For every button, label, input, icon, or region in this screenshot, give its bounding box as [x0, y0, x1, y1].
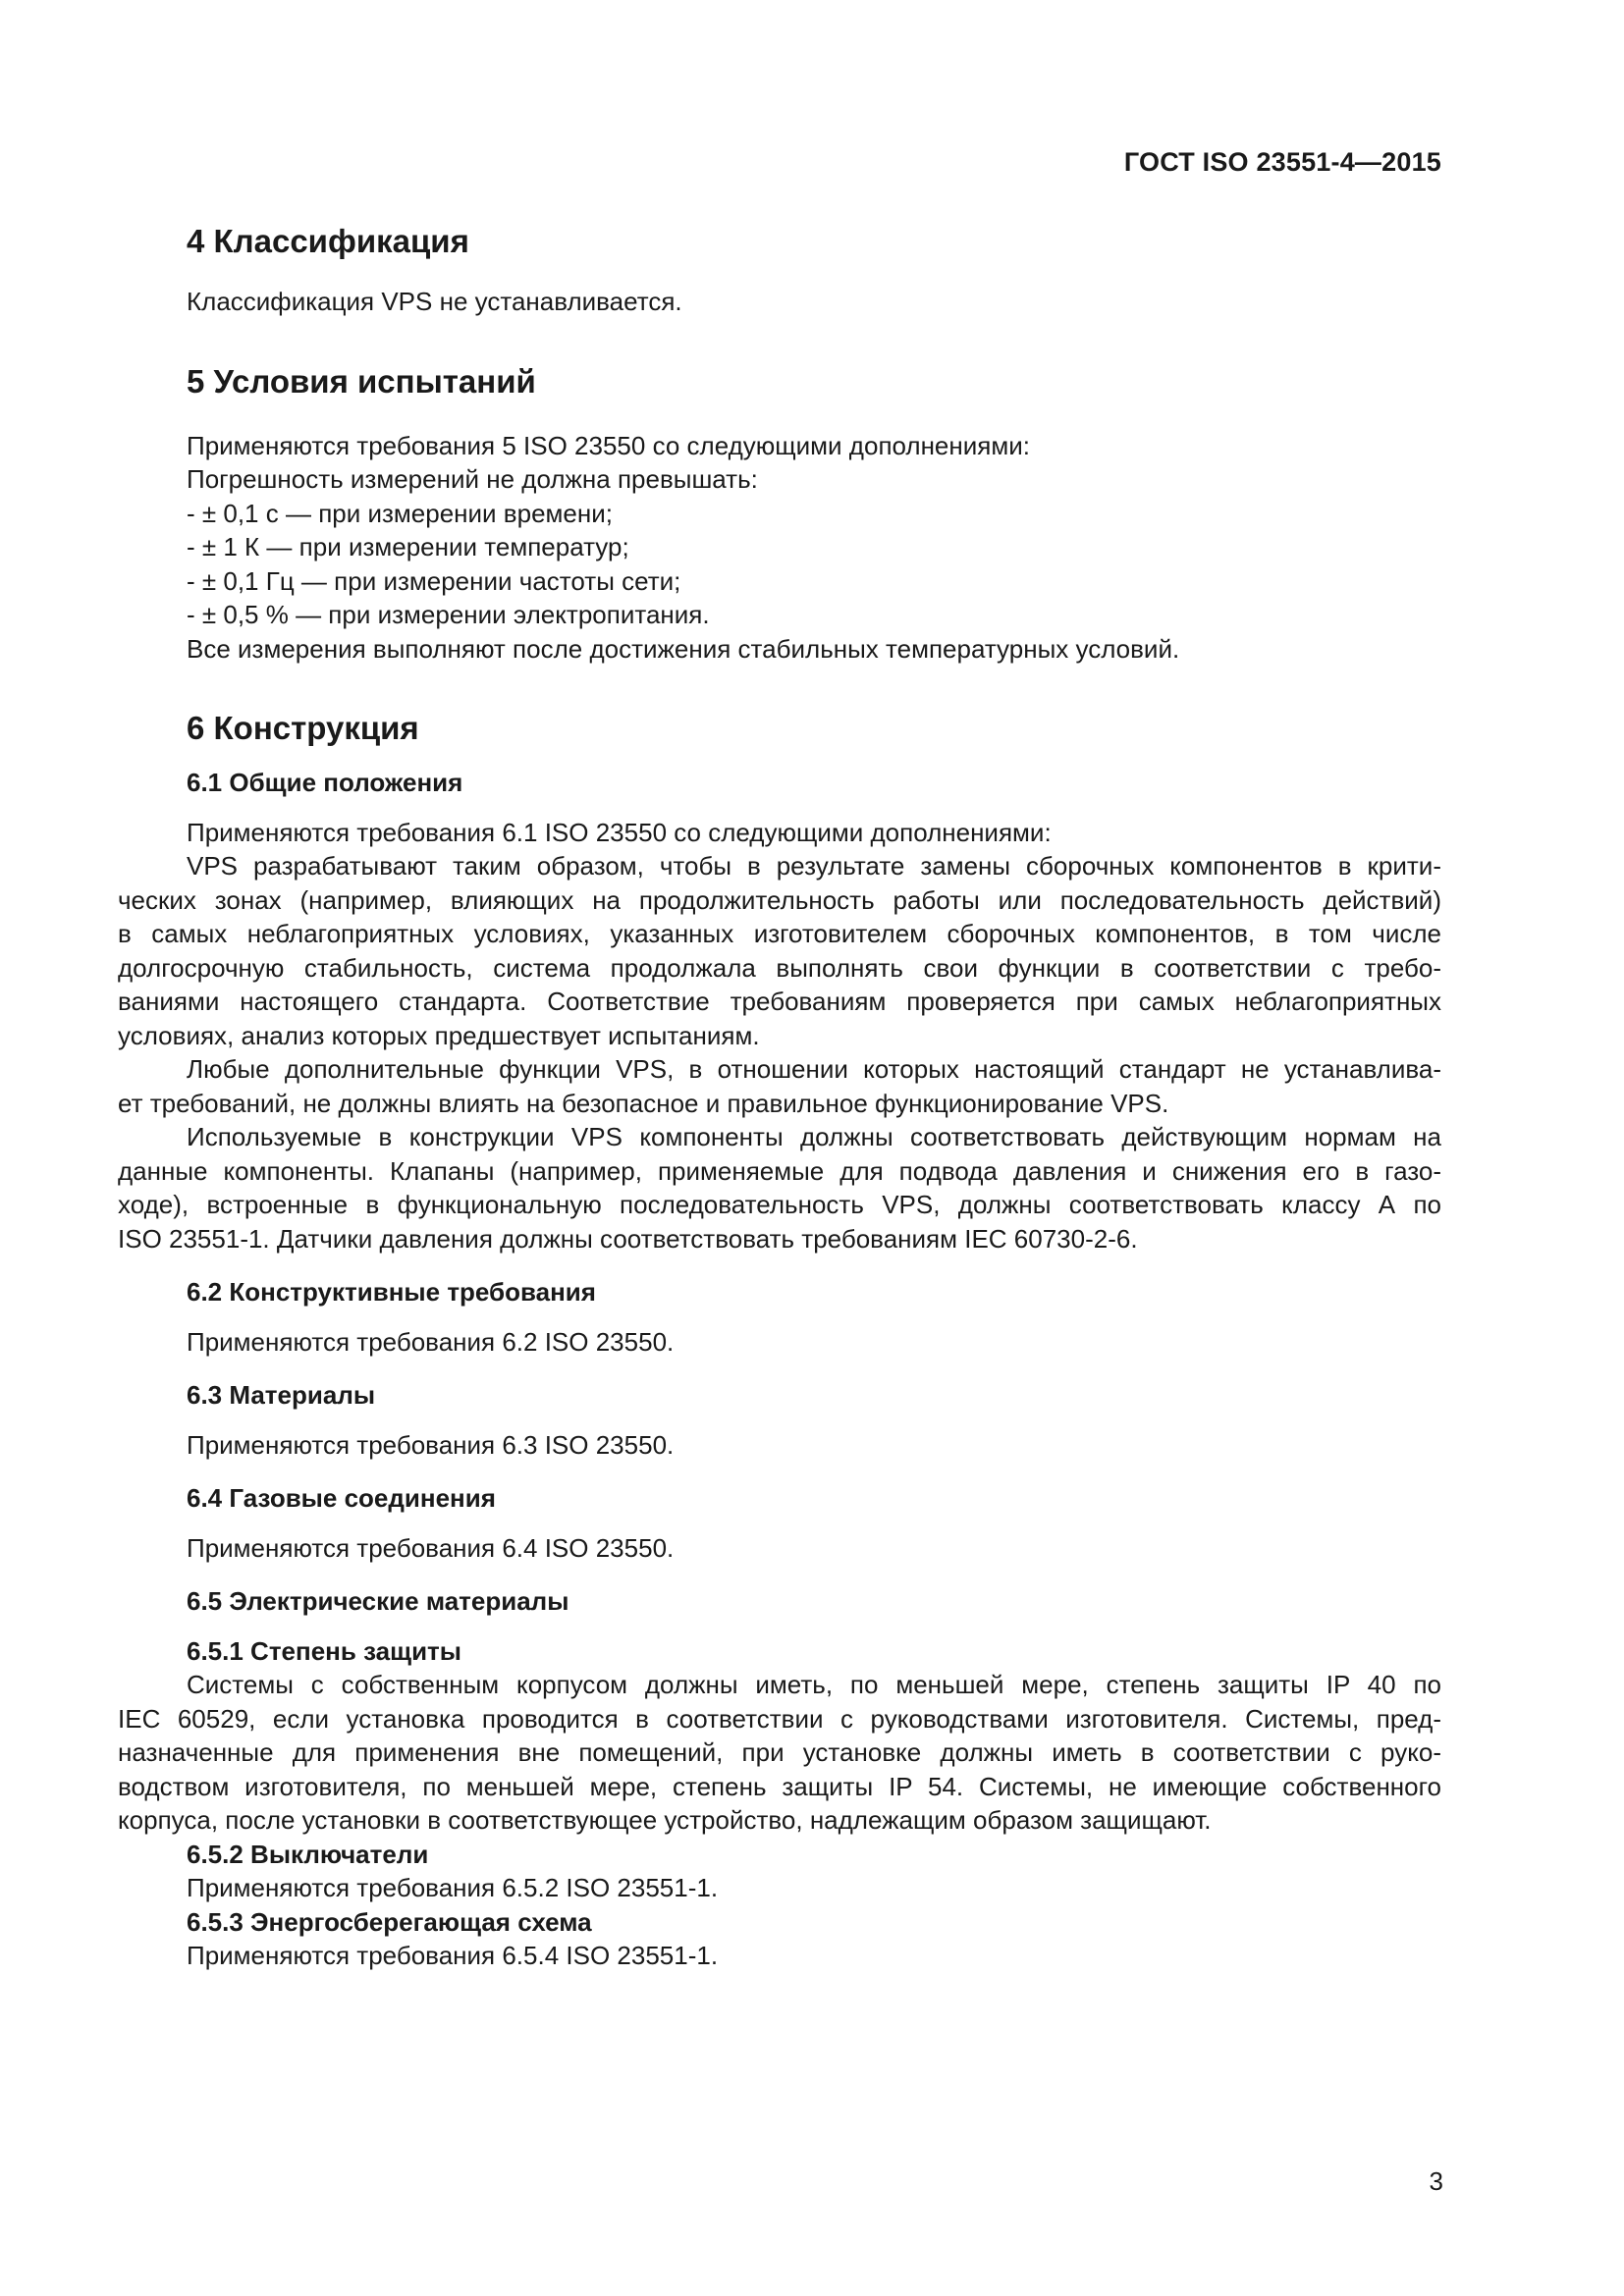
page-content	[118, 222, 1441, 1973]
paragraph-line: Все измерения выполняют после достижения стабильных температурных условий.	[187, 633, 1180, 664]
paragraph-line: условиях, анализ которых предшествует испытаниям.	[118, 1020, 760, 1050]
paragraph-line: Применяются требования 6.5.2 ISO 23551-1.	[187, 1873, 719, 1902]
paragraph-line: корпуса, после установки в соответствующее устройство, надлежащим образом защищают.	[118, 1805, 1212, 1835]
paragraph-line: Используемые в конструкции VPS компоненты должны соответствовать действующим нормам на	[187, 1122, 1441, 1151]
paragraph-line: ваниями настоящего стандарта. Соответствие требованиям проверяется при самых неблагоприятных	[118, 987, 1441, 1016]
subsection-6-1-title: 6.1 Общие положения	[187, 768, 463, 797]
paragraph-line: Применяются требования 6.1 ISO 23550 со следующими дополнениями:	[187, 817, 1052, 847]
paragraph-line: Применяются требования 6.5.4 ISO 23551-1.	[187, 1941, 719, 1970]
list-item: - ± 0,1 Гц — при измерении частоты сети;	[187, 565, 681, 596]
list-item: - ± 1 К — при измерении температур;	[187, 532, 629, 561]
section-6-title: 6 Конструкция	[187, 710, 419, 746]
paragraph-line: Применяются требования 6.2 ISO 23550.	[187, 1326, 675, 1357]
page-number: 3	[1429, 2166, 1443, 2196]
subsection-6-5-3-title: 6.5.3 Энергосберегающая схема	[187, 1906, 592, 1937]
paragraph-line: водством изготовителя, по меньшей мере, степень защиты IP 54. Системы, не имеющие собственного	[118, 1771, 1441, 1801]
paragraph-line: ходе), встроенные в функциональную последовательность VPS, должны соответствовать классу А по	[118, 1190, 1441, 1219]
subsection-6-5-2-title: 6.5.2 Выключатели	[187, 1839, 429, 1869]
list-item: - ± 0,1 с — при измерении времени;	[187, 498, 613, 528]
subsection-6-5-title: 6.5 Электрические материалы	[187, 1586, 569, 1616]
paragraph-line: назначенные для применения вне помещений, при установке должны иметь в соответствии с руко-	[118, 1737, 1441, 1767]
section-5-body	[118, 429, 1441, 667]
section-4-title: 4 Классификация	[187, 223, 469, 259]
paragraph-line: Применяются требования 6.3 ISO 23550.	[187, 1429, 675, 1460]
paragraph-line: IEC 60529, если установка проводится в соответствии с руководствами изготовителя. Системы, пред-	[118, 1703, 1441, 1734]
paragraph-line: ет требований, не должны влиять на безопасное и правильное функционирование VPS.	[118, 1088, 1169, 1118]
subsection-6-2-title: 6.2 Конструктивные требования	[187, 1277, 596, 1307]
section-4-text: Классификация VPS не устанавливается.	[187, 287, 682, 316]
paragraph-6-1-1	[118, 849, 1441, 1052]
paragraph-line: в самых неблагоприятных условиях, указанных изготовителем сборочных компонентов, в том числе	[118, 919, 1441, 948]
paragraph-line: Применяются требования 6.4 ISO 23550.	[187, 1532, 675, 1563]
subsection-6-5-1-title: 6.5.1 Степень защиты	[187, 1635, 461, 1666]
list-item: - ± 0,5 % — при измерении электропитания.	[187, 600, 710, 629]
paragraph-line: данные компоненты. Клапаны (например, применяемые для подвода давления и снижения его в газо-	[118, 1155, 1441, 1186]
paragraph-line: Любые дополнительные функции VPS, в отношении которых настоящий стандарт не устанавлива-	[187, 1054, 1441, 1084]
subsection-6-3-title: 6.3 Материалы	[187, 1380, 376, 1410]
paragraph-6-5-1	[118, 1668, 1441, 1838]
section-5-title: 5 Условия испытаний	[187, 362, 536, 400]
paragraph-line: Системы с собственным корпусом должны иметь, по меньшей мере, степень защиты IP 40 по	[187, 1670, 1441, 1699]
subsection-6-4-title: 6.4 Газовые соединения	[187, 1483, 496, 1513]
paragraph-line: Применяются требования 5 ISO 23550 со следующими дополнениями:	[187, 430, 1030, 460]
paragraph-6-1-3	[118, 1120, 1441, 1255]
paragraph-line: Погрешность измерений не должна превышать:	[187, 464, 758, 494]
paragraph-line: ческих зонах (например, влияющих на продолжительность работы или последовательность действий)	[118, 884, 1441, 915]
paragraph-6-1-2	[118, 1052, 1441, 1120]
paragraph-line: VPS разрабатывают таким образом, чтобы в результате замены сборочных компонентов в крити-	[187, 851, 1441, 881]
paragraph-line: ISO 23551-1. Датчики давления должны соответствовать требованиям IEC 60730-2-6.	[118, 1223, 1138, 1254]
paragraph-line: долгосрочную стабильность, система продолжала выполнять свои функции в соответствии с требо-	[118, 952, 1441, 983]
document-code: ГОСТ ISO 23551-4—2015	[1123, 147, 1441, 177]
